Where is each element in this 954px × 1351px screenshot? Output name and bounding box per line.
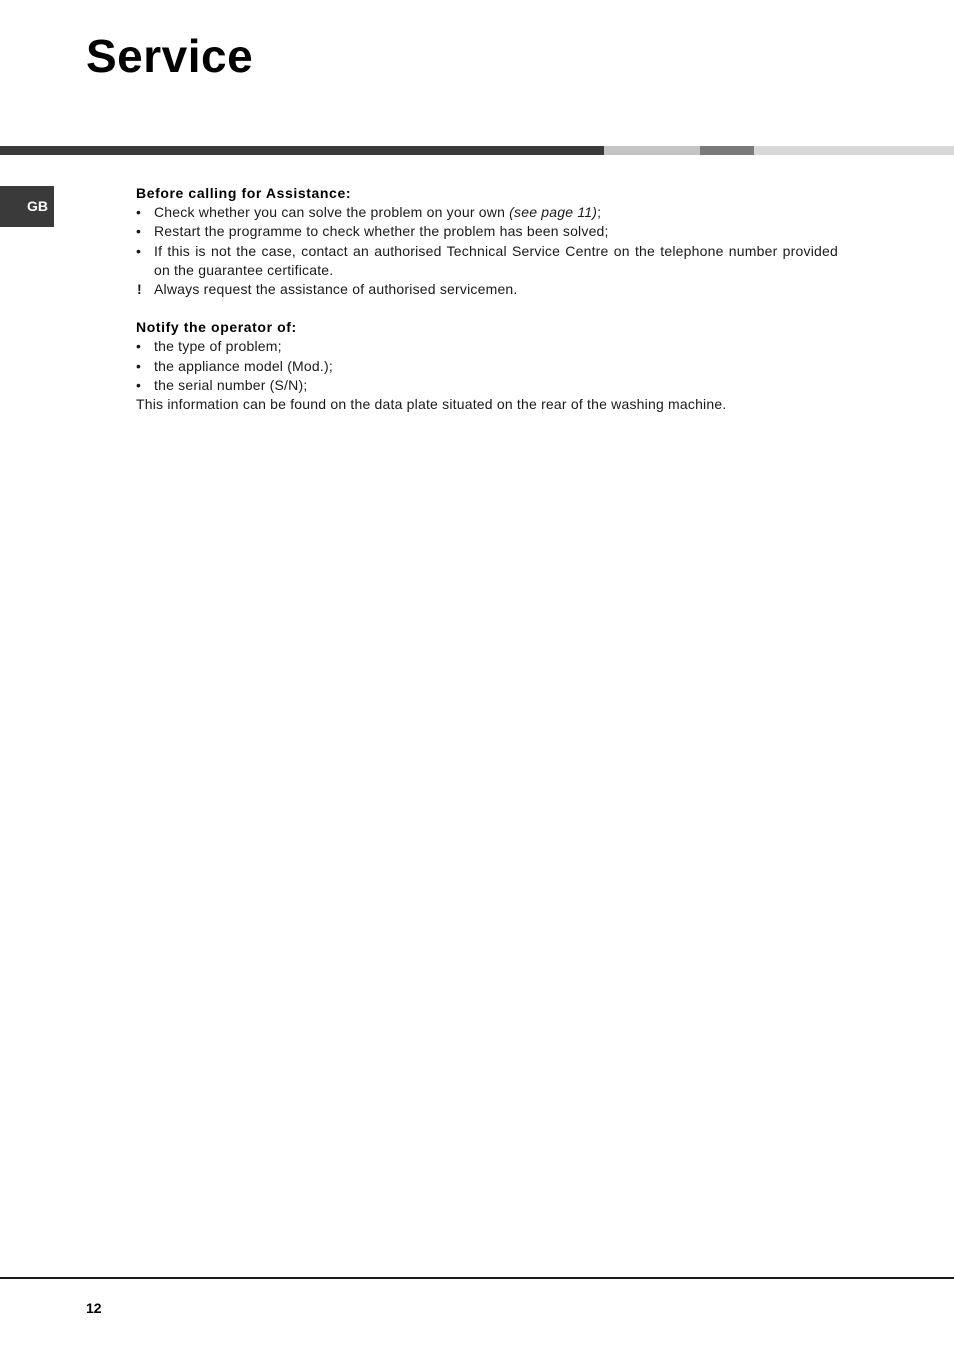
list-item-text: the serial number (S/N);	[154, 376, 308, 393]
page-title: Service	[86, 30, 254, 82]
bullet-icon: •	[136, 242, 142, 259]
bullet-icon: •	[136, 376, 142, 393]
footer-rule	[0, 1277, 954, 1279]
list-item-tail: ;	[597, 204, 602, 221]
list-item	[136, 203, 838, 222]
section-heading-notify: Notify the operator of:	[136, 319, 297, 336]
data-plate-note: This information can be found on the data plate situated on the rear of the washing machine.	[136, 396, 727, 413]
bullet-icon: •	[136, 204, 142, 221]
header-bar-segment-dark	[0, 146, 604, 155]
list-item-text: the type of problem;	[154, 338, 282, 355]
main-content	[136, 184, 838, 414]
warning-icon: !	[137, 281, 142, 298]
list-item	[136, 242, 838, 280]
list-item	[136, 222, 838, 241]
bullet-icon: •	[136, 338, 142, 355]
list-item	[136, 357, 838, 376]
bullet-icon: •	[136, 223, 142, 240]
header-bar-segment-pale	[754, 146, 954, 155]
list-item	[136, 280, 838, 299]
header-bar-segment-mid	[700, 146, 754, 155]
before-calling-list	[136, 203, 838, 299]
list-item-text: the appliance model (Mod.);	[154, 357, 333, 374]
header-bar-segment-light	[604, 146, 700, 155]
section-heading-before-calling: Before calling for Assistance:	[136, 185, 352, 201]
list-item-text: Restart the programme to check whether the problem has been solved;	[154, 223, 609, 240]
list-item-text: If this is not the case, contact an authorised Technical Service Centre on the telephone number provided on the guarantee certificate.	[154, 242, 838, 278]
list-item-text: Check whether you can solve the problem on your own	[154, 204, 510, 221]
language-tab: GB	[0, 186, 54, 227]
list-item	[136, 376, 838, 395]
notify-list	[136, 337, 838, 395]
page-number: 12	[86, 1300, 102, 1316]
page-reference: (see page 11)	[509, 204, 598, 221]
list-item-text: Always request the assistance of authorised servicemen.	[154, 281, 518, 298]
section-spacer	[136, 299, 838, 318]
header-color-bar	[0, 146, 954, 155]
bullet-icon: •	[136, 357, 142, 374]
list-item	[136, 337, 838, 356]
